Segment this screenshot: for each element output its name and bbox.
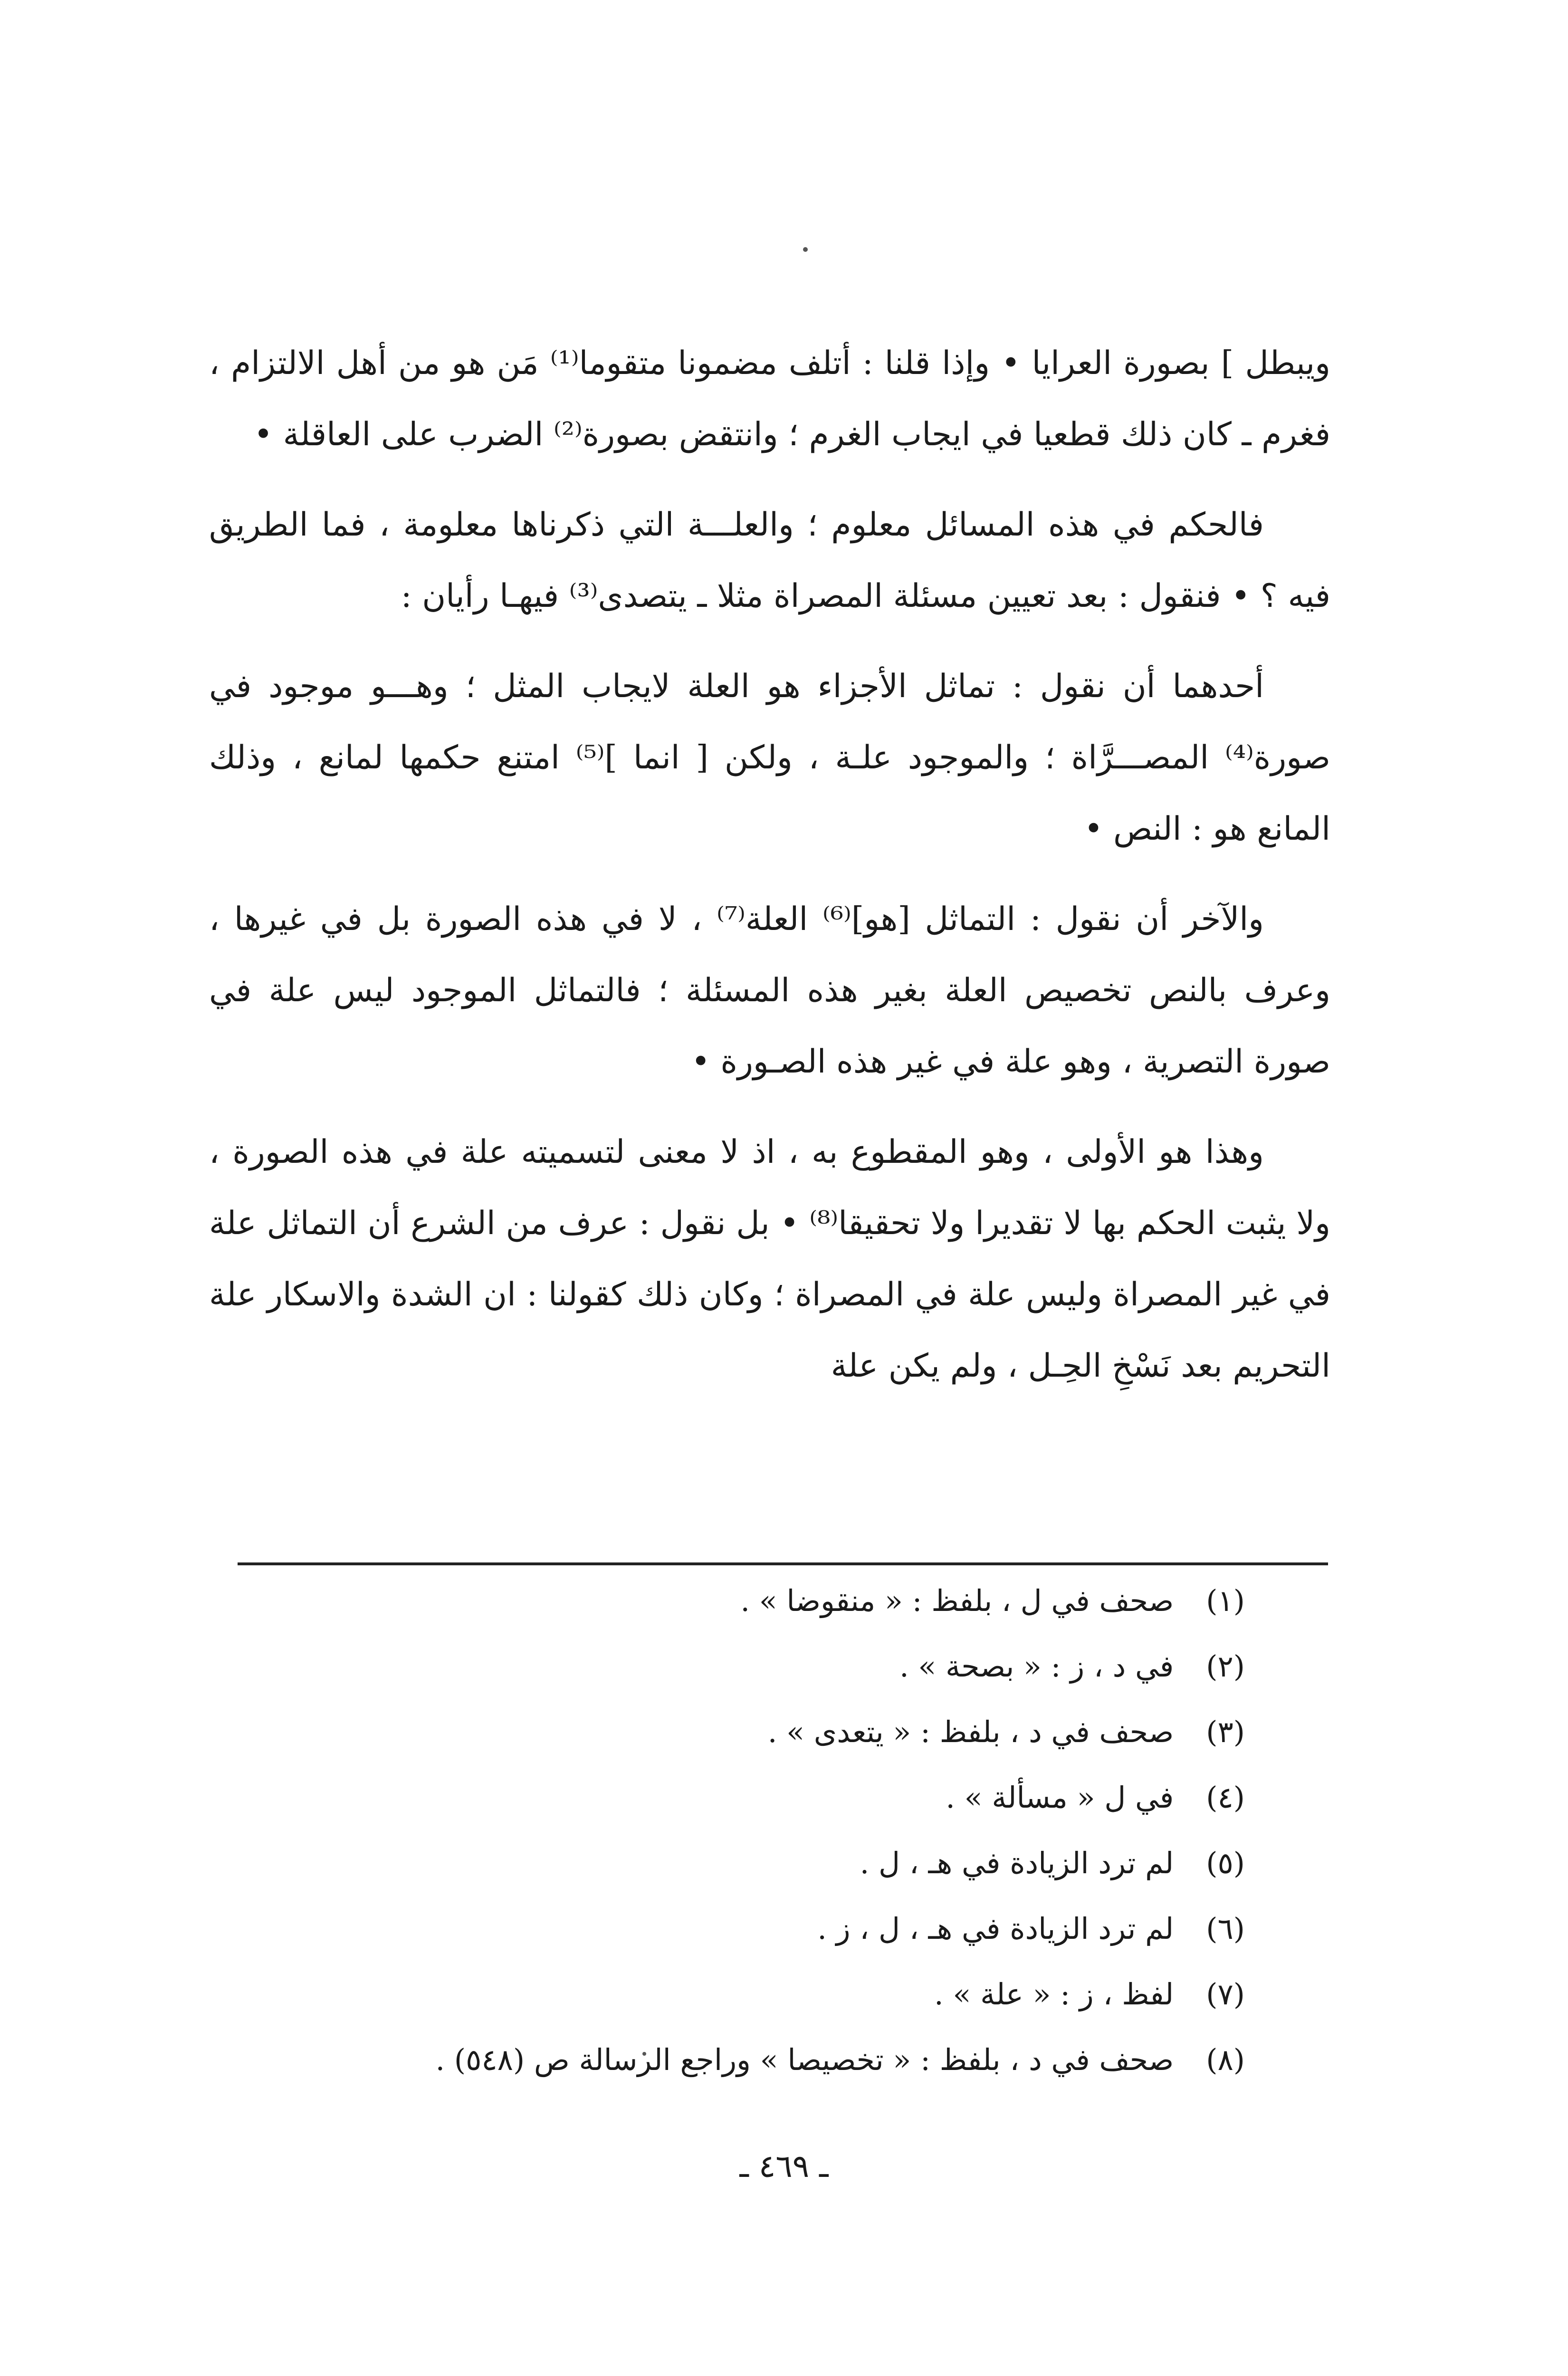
paragraph: ويبطل ] بصورة العرايا • وإذا قلنا : أتلف مضمونا متقوما⁽¹⁾ مَن هو من أهل الالتزام ، فغرم ـ كان ذلك قطعيا في ايجاب الغرم ؛ وانتقض بصورة⁽²⁾ الضرب على العاقلة • (209, 345, 1330, 453)
footnote (219, 1962, 1245, 2027)
paragraph: والآخر أن نقول : التماثل [هو]⁽⁶⁾ العلة⁽⁷⁾ ، لا في هذه الصورة بل في غيرها ، وعرف بالنص تخصيص العلة بغير هذه المسئلة ؛ فالتماثل الموجود ليس علة في صورة التصرية ، وهو علة في غير هذه الصـورة • (209, 901, 1330, 1081)
footnote (219, 1634, 1245, 1699)
paragraph: وهذا هو الأولى ، وهو المقطوع به ، اذ لا معنى لتسميته علة في هذه الصورة ، ولا يثبت الحكم بها لا تقديرا ولا تحقيقا⁽⁸⁾ • بل نقول : عرف من الشرع أن التماثل علة في غير المصراة وليس علة في المصراة ؛ وكان ذلك كقولنا : ان الشدة والاسكار علة التحريم بعد نَسْخِ الحِـل ، ولم يكن علة (209, 1133, 1330, 1385)
footnote-text: صحف في د ، بلفظ : « يتعدى » . (767, 1715, 1174, 1749)
footnote-text: في د ، ز : « بصحة » . (899, 1649, 1174, 1684)
scan-speck (803, 247, 808, 252)
footnote (219, 1896, 1245, 1962)
main-text (209, 328, 1330, 1421)
footnote-number: (٢) (1206, 1649, 1245, 1684)
footnote-number: (٤) (1206, 1780, 1245, 1815)
footnote-text: لفظ ، ز : « علة » . (934, 1977, 1174, 2012)
footnote-text: لم ترد الزيادة في هـ ، ل . (860, 1846, 1174, 1880)
footnote-text: صحف في د ، بلفظ : « تخصيصا » وراجع الرسالة ص (٥٤٨) . (435, 2042, 1174, 2077)
footnote-separator (238, 1562, 1328, 1565)
paragraph: فالحكم في هذه المسائل معلوم ؛ والعلـــة التي ذكرناها معلومة ، فما الطريق فيه ؟ • فنقول : بعد تعيين مسئلة المصراة مثلا ـ يتصدى⁽³⁾ فيهـا رأيان : (209, 506, 1330, 615)
footnote (219, 1699, 1245, 1765)
footnote (219, 2027, 1245, 2093)
paragraph: أحدهما أن نقول : تماثل الأجزاء هو العلة لايجاب المثل ؛ وهـــو موجود في صورة⁽⁴⁾ المصـــرَّاة ؛ والموجود علـة ، ولكن [ انما ]⁽⁵⁾ امتنع حكمها لمانع ، وذلك المانع هو : النص • (209, 668, 1331, 848)
footnote (219, 1830, 1245, 1896)
footnote-number: (٦) (1206, 1911, 1245, 1946)
footnote-number: (٧) (1206, 1977, 1245, 2012)
footnote-number: (٥) (1206, 1846, 1245, 1880)
footnotes (219, 1568, 1245, 2093)
footnote-number: (٣) (1206, 1715, 1245, 1749)
page-number: ـ ٤٦٩ ـ (739, 2148, 829, 2184)
footnote-number: (١) (1206, 1583, 1245, 1618)
footnote-text: صحف في ل ، بلفظ : « منقوضا » . (740, 1583, 1174, 1618)
footnote (219, 1568, 1245, 1634)
footnote-number: (٨) (1206, 2042, 1245, 2077)
footnote-text: في ل « مسألة » . (946, 1780, 1174, 1815)
footnote (219, 1765, 1245, 1830)
footnote-text: لم ترد الزيادة في هـ ، ل ، ز . (817, 1911, 1174, 1946)
